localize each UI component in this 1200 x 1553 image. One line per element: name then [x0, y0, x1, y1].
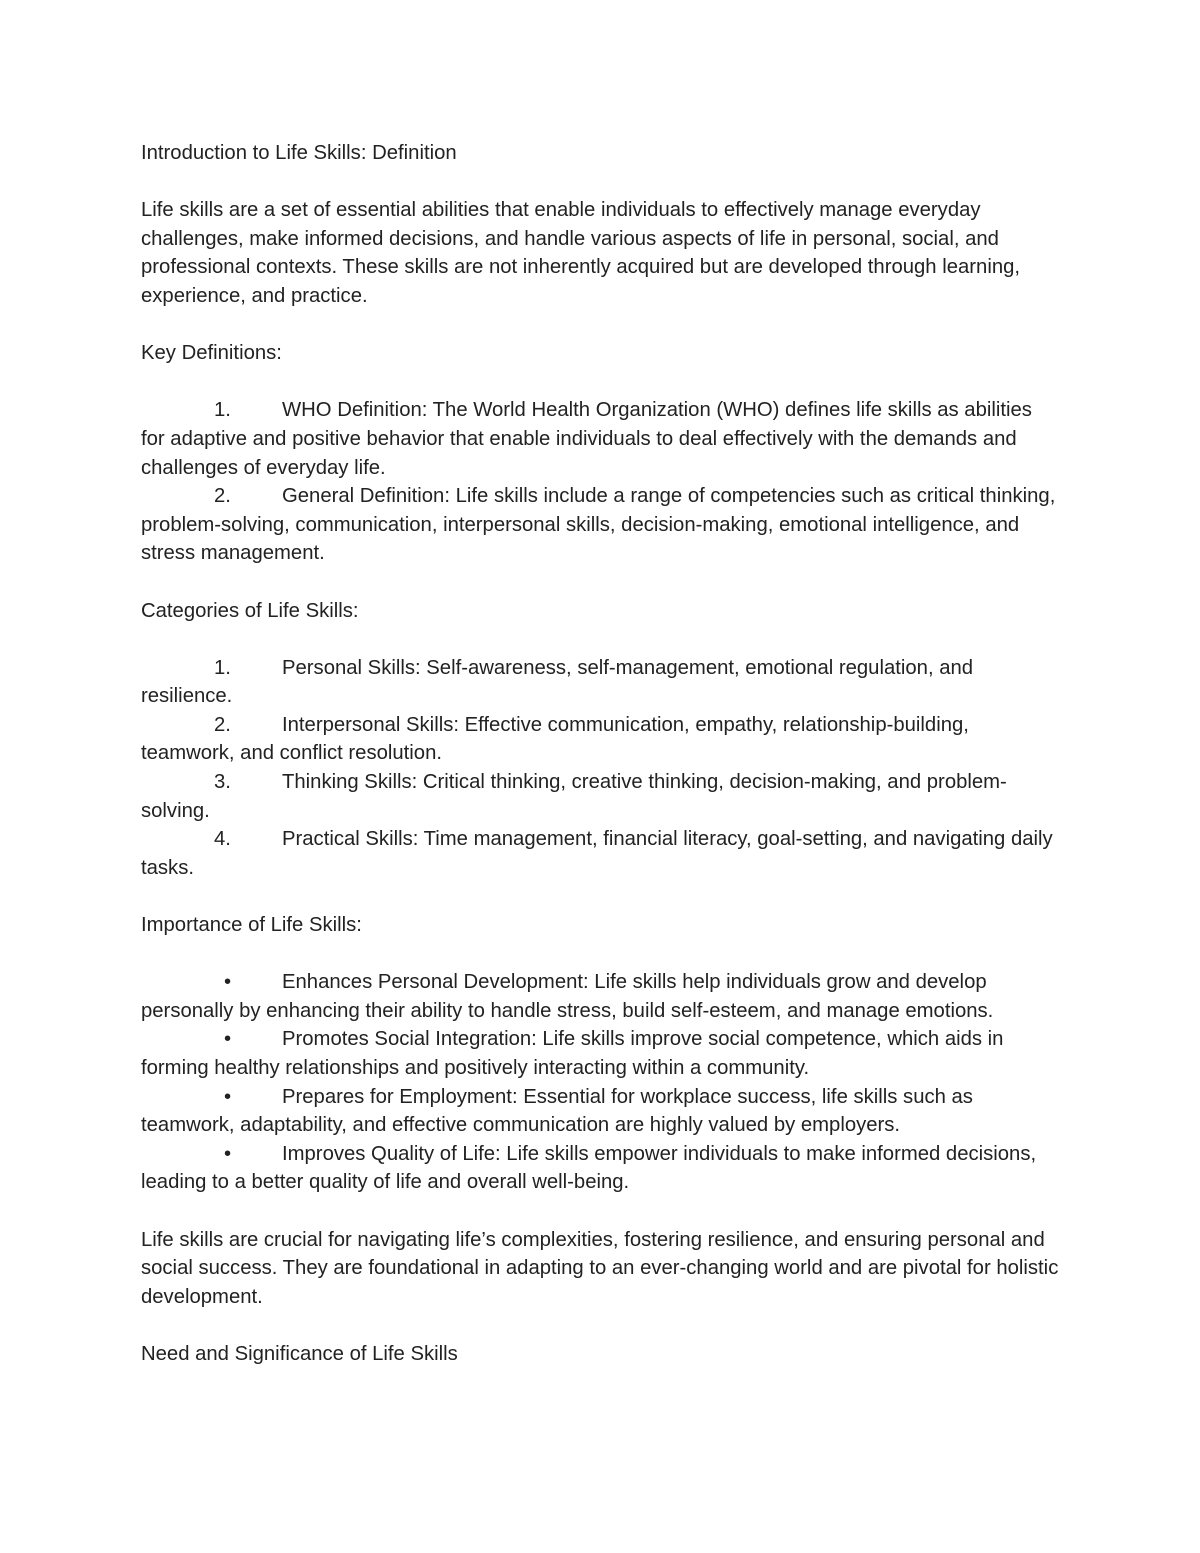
list-marker: 4.	[214, 828, 231, 851]
category-item	[141, 825, 1061, 882]
list-item-text: Interpersonal Skills: Effective communication, empathy, relationship-building, teamwork, and conflict resolution.	[141, 713, 969, 765]
bullet-icon: •	[224, 1142, 232, 1165]
importance-item	[141, 968, 1061, 1025]
list-item-text: Promotes Social Integration: Life skills improve social competence, which aids in forming healthy relationships and positively interacting within a community.	[141, 1028, 1004, 1079]
list-marker: 1.	[214, 656, 231, 679]
spacer	[141, 311, 1061, 340]
list-item-text: Practical Skills: Time management, financial literacy, goal-setting, and navigating daily tasks.	[141, 828, 1053, 879]
spacer	[141, 940, 1061, 969]
spacer	[141, 625, 1061, 654]
bullet-icon: •	[224, 1028, 232, 1051]
spacer	[141, 168, 1061, 197]
key-definitions-heading: Key Definitions:	[141, 342, 282, 365]
list-item-text: WHO Definition: The World Health Organization (WHO) defines life skills as abilities for adaptive and positive behavior that enable individuals to deal effectively with the demands and challenges of everyday life.	[141, 399, 1032, 479]
key-definition-item	[141, 396, 1061, 482]
importance-heading: Importance of Life Skills:	[141, 914, 362, 937]
spacer	[141, 1197, 1061, 1226]
categories-heading: Categories of Life Skills:	[141, 599, 359, 622]
importance-item	[141, 1140, 1061, 1197]
spacer	[141, 882, 1061, 911]
category-item	[141, 711, 1061, 768]
spacer	[141, 568, 1061, 597]
bullet-icon: •	[224, 1085, 232, 1108]
key-definition-item	[141, 482, 1061, 568]
list-item-text: Improves Quality of Life: Life skills empower individuals to make informed decisions, leading to a better quality of life and overall well-being.	[141, 1142, 1037, 1194]
list-marker: 3.	[214, 771, 231, 794]
list-marker: 2.	[214, 713, 231, 736]
conclusion-paragraph: Life skills are crucial for navigating life’s complexities, fostering resilience, and ensuring personal and social success. They are foundational in adapting to an ever-changing world and are pivotal for holistic development.	[141, 1228, 1059, 1308]
category-item	[141, 654, 1061, 711]
list-item-text: Thinking Skills: Critical thinking, creative thinking, decision-making, and problem-solving.	[141, 771, 1007, 822]
list-marker: 1.	[214, 399, 231, 422]
intro-paragraph: Life skills are a set of essential abilities that enable individuals to effectively manage everyday challenges, make informed decisions, and handle various aspects of life in personal, social, and professional contexts. These skills are not inherently acquired but are developed through learning, experience, and practice.	[141, 199, 1021, 307]
section-heading: Need and Significance of Life Skills	[141, 1342, 458, 1365]
spacer	[141, 368, 1061, 397]
category-item	[141, 768, 1061, 825]
importance-item	[141, 1025, 1061, 1082]
list-item-text: General Definition: Life skills include a range of competencies such as critical thinking, problem-solving, communication, interpersonal skills, decision-making, emotional intelligence, and stress management.	[141, 485, 1056, 565]
list-item-text: Enhances Personal Development: Life skills help individuals grow and develop personally by enhancing their ability to handle stress, build self-esteem, and manage emotions.	[141, 971, 994, 1022]
list-marker: 2.	[214, 485, 231, 508]
spacer	[141, 1311, 1061, 1340]
importance-item	[141, 1083, 1061, 1140]
list-item-text: Prepares for Employment: Essential for workplace success, life skills such as teamwork, adaptability, and effective communication are highly valued by employers.	[141, 1085, 973, 1137]
list-item-text: Personal Skills: Self-awareness, self-management, emotional regulation, and resilience.	[141, 656, 974, 708]
document-body	[141, 139, 1061, 1369]
bullet-icon: •	[224, 971, 232, 994]
document-title: Introduction to Life Skills: Definition	[141, 142, 457, 164]
